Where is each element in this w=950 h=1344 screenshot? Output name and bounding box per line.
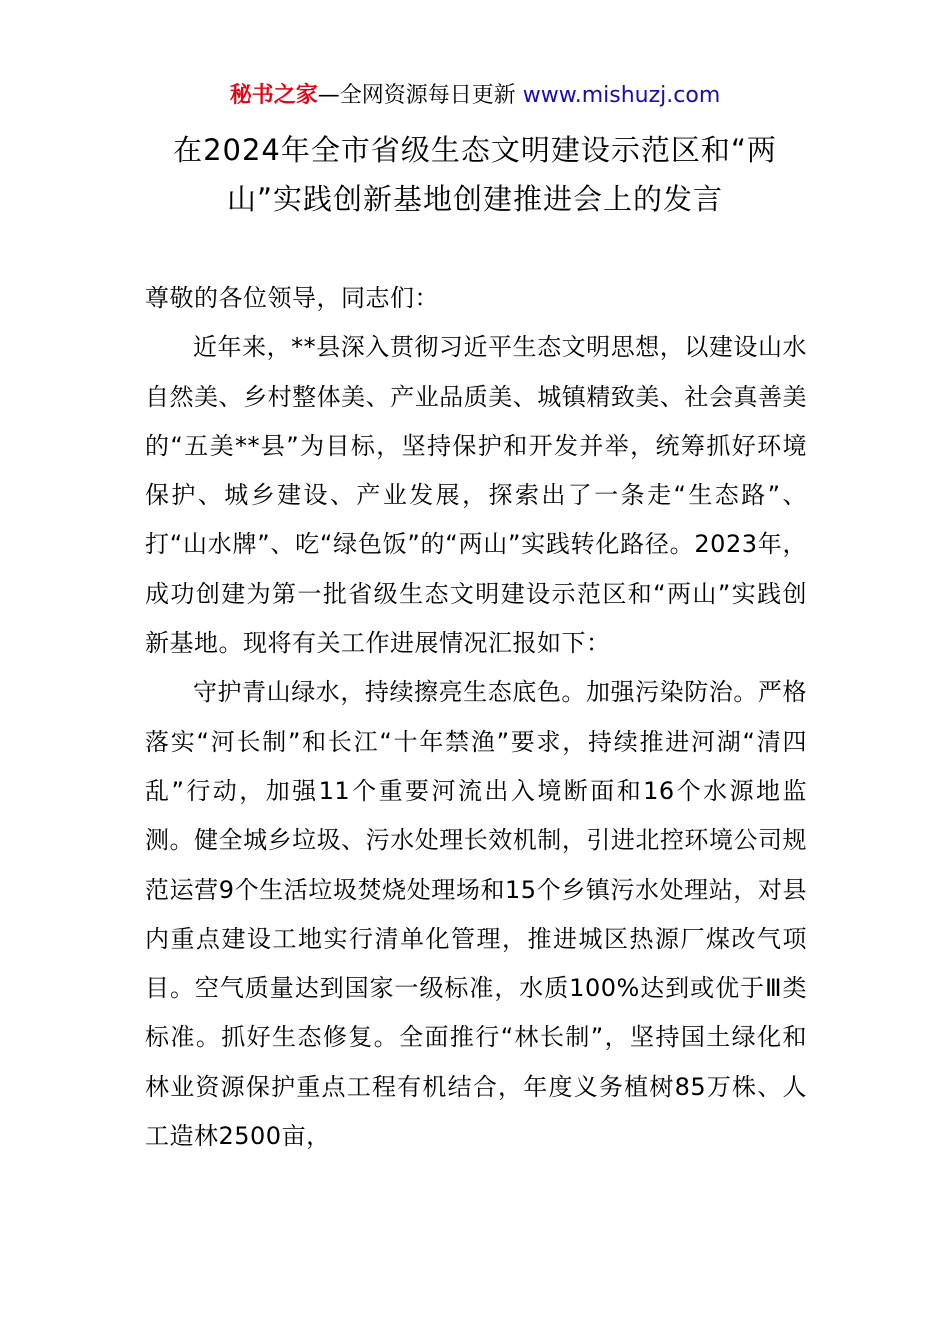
site-header — [0, 82, 950, 110]
paragraph-ecology: 守护青山绿水，持续擦亮生态底色。加强污染防治。严格落实“河长制”和长江“十年禁渔”要求，持续推进河湖“清四乱”行动，加强11个重要河流出入境断面和16个水源地监测。健全城乡垃圾、污水处理长效机制，引进北控环境公司规范运营9个生活垃圾焚烧处理场和15个乡镇污水处理站，对县内重点建设工地实行清单化管理，推进城区热源厂煤改气项目。空气质量达到国家一级标准，水质100%达到或优于Ⅲ类标准。抓好生态修复。全面推行“林长制”，坚持国土绿化和林业资源保护重点工程有机结合，年度义务植树85万株、人工造林2500亩， — [145, 678, 807, 1151]
salutation: 尊敬的各位领导，同志们： — [145, 284, 439, 312]
site-brand[interactable]: 秘书之家 — [229, 83, 318, 108]
site-tagline: —全网资源每日更新 — [317, 83, 523, 108]
paragraph-intro: 近年来，**县深入贯彻习近平生态文明思想，以建设山水自然美、乡村整体美、产业品质美、城镇精致美、社会真善美的“五美**县”为目标，坚持保护和开发并举，统筹抓好环境保护、城乡建设、产业发展，探索出了一条走“生态路”、打“山水牌”、吃“绿色饭”的“两山”实践转化路径。2023年，成功创建为第一批省级生态文明建设示范区和“两山”实践创新基地。现将有关工作进展情况汇报如下： — [145, 333, 807, 658]
document-title: 在2024年全市省级生态文明建设示范区和“两山”实践创新基地创建推进会上的发言 — [173, 133, 777, 216]
site-url-link[interactable]: www.mishuzj.com — [522, 83, 721, 108]
document-body — [145, 274, 807, 1161]
